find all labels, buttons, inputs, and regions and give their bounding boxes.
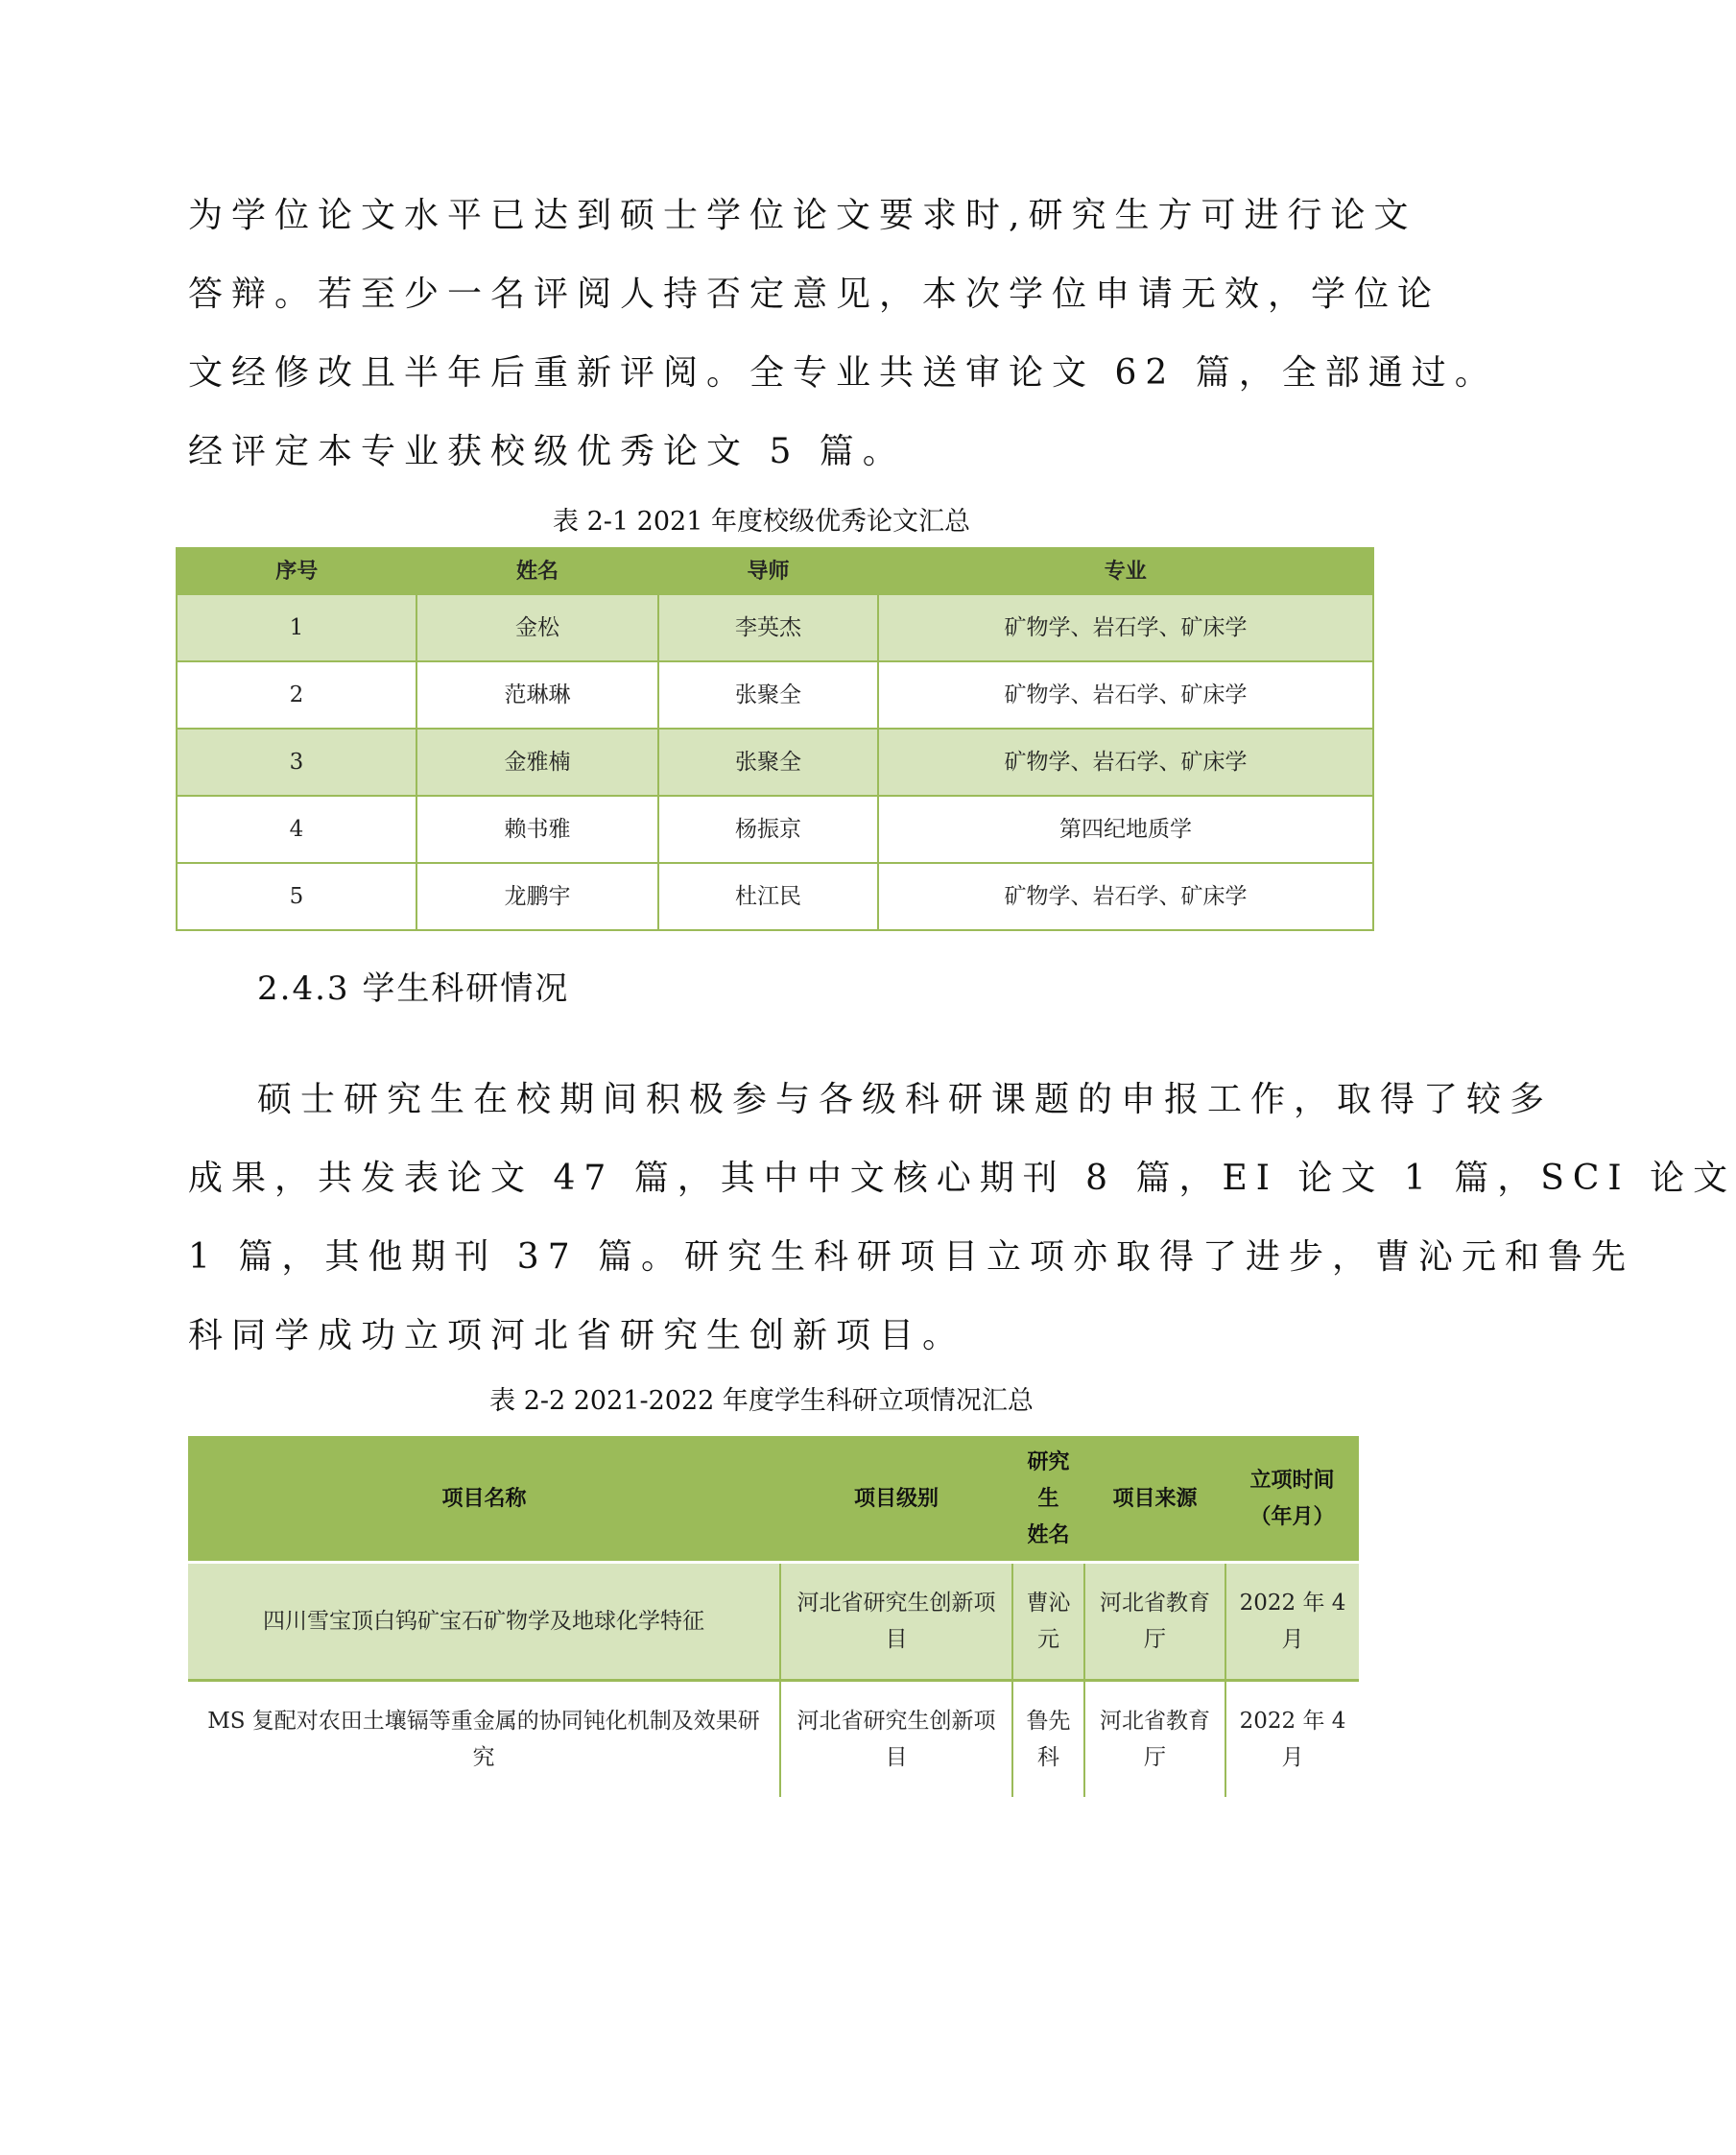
table-cell: [1225, 1681, 1359, 1798]
body-paragraph-2: [188, 1061, 1736, 1376]
table-cell: 龙鹏宇: [416, 863, 658, 930]
table-cell: 赖书雅: [416, 796, 658, 863]
paragraph-line: 答辩。若至少一名评阅人持否定意见，本次学位申请无效，学位论: [188, 275, 1441, 314]
table-cell: 矿物学、岩石学、矿床学: [878, 729, 1373, 796]
table-cell: [188, 1563, 780, 1681]
table-row: [188, 1563, 1359, 1681]
table-caption-1: 表 2-1 2021 年度校级优秀论文汇总: [553, 507, 970, 537]
header-line: 项目级别: [853, 1486, 939, 1511]
paragraph-line: 为学位论文水平已达到硕士学位论文要求时,研究生方可进行论文: [188, 196, 1417, 235]
section-heading: 2.4.3 学生科研情况: [257, 970, 570, 1008]
table-cell: 5: [177, 863, 416, 930]
header-line: （年月）: [1249, 1504, 1335, 1529]
header-line: 项目来源: [1112, 1486, 1198, 1511]
table-cell: [780, 1681, 1012, 1798]
table-cell: 金雅楠: [416, 729, 658, 796]
table-cell: [1084, 1563, 1225, 1681]
table-header-row: [188, 1436, 1359, 1563]
table-cell: 金松: [416, 594, 658, 661]
table-cell: [1012, 1563, 1084, 1681]
column-header-student-name: [1012, 1436, 1084, 1563]
table-cell: [1225, 1563, 1359, 1681]
cell-line: 元: [1037, 1627, 1059, 1652]
table-row: [177, 863, 1373, 930]
paragraph-line: 经评定本专业获校级优秀论文 5 篇。: [188, 432, 906, 471]
cell-line: MS 复配对农田土壤镉等重金属的协同钝化机制及效果研: [207, 1709, 760, 1734]
cell-line: 厅: [1144, 1745, 1166, 1770]
cell-line: 科: [1037, 1745, 1059, 1770]
paragraph-line: 1 篇，其他期刊 37 篇。研究生科研项目立项亦取得了进步，曹沁元和鲁先: [188, 1237, 1635, 1277]
cell-line: 河北省教育: [1100, 1709, 1210, 1734]
column-header-index: 序号: [177, 548, 416, 594]
column-header-project-name: [188, 1436, 780, 1563]
table-cell: 1: [177, 594, 416, 661]
table-cell: 张聚全: [658, 729, 878, 796]
header-line: 生: [1037, 1486, 1059, 1511]
cell-line: 河北省教育: [1100, 1591, 1210, 1616]
cell-line: 2022 年 4 月: [1239, 1709, 1346, 1770]
table-row: [177, 594, 1373, 661]
table-cell: 范琳琳: [416, 661, 658, 729]
table-header-row: [177, 548, 1373, 594]
table-caption-2: 表 2-2 2021-2022 年度学生科研立项情况汇总: [489, 1386, 1034, 1416]
column-header-advisor: 导师: [658, 548, 878, 594]
cell-line: 曹沁: [1026, 1591, 1071, 1616]
excellent-thesis-table: [176, 547, 1374, 931]
table-cell: 张聚全: [658, 661, 878, 729]
table-cell: 李英杰: [658, 594, 878, 661]
table-row: [188, 1681, 1359, 1798]
cell-line: 目: [885, 1745, 908, 1770]
cell-line: 2022 年 4 月: [1239, 1591, 1346, 1652]
table-row: [177, 661, 1373, 729]
table-cell: 杜江民: [658, 863, 878, 930]
cell-line: 鲁先: [1026, 1709, 1071, 1734]
paragraph-line: 文经修改且半年后重新评阅。全专业共送审论文 62 篇，全部通过。: [188, 353, 1498, 393]
column-header-major: 专业: [878, 548, 1373, 594]
header-line: 立项时间: [1249, 1468, 1335, 1493]
column-header-project-source: [1084, 1436, 1225, 1563]
table-cell: 2: [177, 661, 416, 729]
table-cell: 杨振京: [658, 796, 878, 863]
paragraph-line: 成果，共发表论文 47 篇，其中中文核心期刊 8 篇，EI 论文 1 篇，SCI 论文: [188, 1159, 1736, 1198]
header-line: 项目名称: [441, 1486, 527, 1511]
table-cell: 3: [177, 729, 416, 796]
table-cell: 矿物学、岩石学、矿床学: [878, 594, 1373, 661]
table-cell: [188, 1681, 780, 1798]
cell-line: 河北省研究生创新项: [797, 1591, 996, 1616]
paragraph-line: 科同学成功立项河北省研究生创新项目。: [188, 1316, 966, 1355]
table-cell: 第四纪地质学: [878, 796, 1373, 863]
paragraph-line: 硕士研究生在校期间积极参与各级科研课题的申报工作，取得了较多: [257, 1080, 1554, 1119]
research-project-table: [188, 1436, 1359, 1797]
cell-line: 目: [885, 1627, 908, 1652]
table-cell: [780, 1563, 1012, 1681]
table-row: [177, 729, 1373, 796]
header-line: 研究: [1027, 1449, 1070, 1474]
column-header-name: 姓名: [416, 548, 658, 594]
header-line: 姓名: [1027, 1522, 1070, 1547]
column-header-approval-date: [1225, 1436, 1359, 1563]
table-cell: 4: [177, 796, 416, 863]
table-cell: [1012, 1681, 1084, 1798]
column-header-project-level: [780, 1436, 1012, 1563]
cell-line: 厅: [1144, 1627, 1166, 1652]
table-row: [177, 796, 1373, 863]
table-cell: [1084, 1681, 1225, 1798]
cell-line: 究: [472, 1745, 495, 1770]
table-cell: 矿物学、岩石学、矿床学: [878, 863, 1373, 930]
body-paragraph-1: [188, 177, 1498, 491]
table-cell: 矿物学、岩石学、矿床学: [878, 661, 1373, 729]
cell-line: 河北省研究生创新项: [797, 1709, 996, 1734]
cell-line: 四川雪宝顶白钨矿宝石矿物学及地球化学特征: [263, 1609, 704, 1634]
